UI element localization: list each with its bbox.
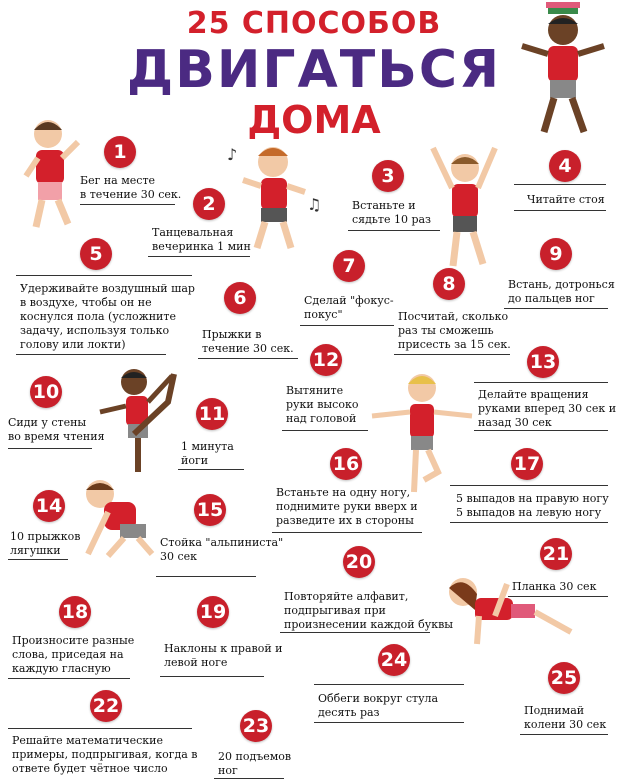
step-text-3: Встаньте и сядьте 10 раз: [352, 199, 432, 226]
kid-arms-out-illustration: [368, 368, 478, 498]
step-text-16: Встаньте на одну ногу, поднимите руки вверх и разведите их в стороны: [276, 486, 418, 527]
step-badge-22: 22: [90, 690, 122, 722]
step-underline-4b: [514, 210, 606, 211]
step-underline-8: [394, 354, 510, 355]
step-underline-15: [156, 576, 256, 577]
step-underline-19: [160, 676, 264, 677]
step-underline-16: [272, 532, 422, 533]
step-text-18: Произносите разные слова, приседая на каждую гласную: [12, 634, 135, 675]
step-underline-23: [214, 778, 284, 779]
step-text-21: Планка 30 сек: [512, 580, 597, 593]
step-badge-19: 19: [197, 596, 229, 628]
title-line-1: 25 СПОСОБОВ: [186, 6, 442, 41]
step-underline-18: [8, 678, 130, 679]
step-badge-20: 20: [343, 546, 375, 578]
step-badge-1: 1: [104, 136, 136, 168]
step-underline-1: [80, 204, 175, 205]
step-text-6: Прыжки в течение 30 сек.: [202, 328, 294, 355]
step-text-15: Стойка "альпиниста" 30 сек: [160, 536, 284, 563]
step-underline-17a: [450, 485, 608, 486]
step-text-13: Делайте вращения руками вперед 30 сек и назад 30 сек: [478, 388, 617, 429]
step-underline-3: [348, 230, 440, 231]
step-underline-24a: [314, 684, 464, 685]
kid-frog-jump-illustration: [68, 476, 160, 561]
step-badge-25: 25: [548, 662, 580, 694]
step-underline-22: [8, 728, 192, 729]
step-badge-7: 7: [333, 250, 365, 282]
step-underline-21: [508, 596, 608, 597]
kid-balancing-books-illustration: [508, 0, 618, 140]
step-underline-20: [280, 632, 430, 633]
step-underline-6: [198, 358, 298, 359]
step-text-14: 10 прыжков лягушки: [10, 530, 81, 557]
step-text-20: Повторяйте алфавит, подпрыгивая при произнесении каждой буквы: [284, 590, 454, 631]
step-text-8: Посчитай, сколько раз ты сможешь присесть за 15 сек.: [398, 310, 511, 351]
step-underline-4: [514, 184, 606, 185]
step-underline-9: [504, 308, 608, 309]
step-underline-5b: [16, 354, 166, 355]
step-badge-8: 8: [433, 268, 465, 300]
title-line-3: ДОМА: [247, 98, 381, 142]
step-text-4: Читайте стоя: [527, 193, 605, 206]
step-badge-4: 4: [549, 150, 581, 182]
step-text-19: Наклоны к правой и левой ноге: [164, 642, 283, 669]
step-underline-14: [8, 559, 68, 560]
kid-running-illustration: [18, 112, 88, 237]
step-underline-11: [178, 469, 244, 470]
step-underline-13b: [474, 430, 608, 431]
step-badge-13: 13: [527, 346, 559, 378]
step-underline-10: [8, 448, 92, 449]
step-badge-5: 5: [80, 238, 112, 270]
kid-yoga-illustration: [98, 362, 193, 477]
step-badge-21: 21: [540, 538, 572, 570]
step-text-7: Сделай "фокус- покус": [304, 294, 394, 321]
step-text-11: 1 минута йоги: [181, 440, 234, 467]
step-text-2: Танцевальная вечеринка 1 мин: [152, 226, 251, 253]
step-badge-6: 6: [224, 282, 256, 314]
step-badge-3: 3: [372, 160, 404, 192]
step-underline-25: [520, 734, 608, 735]
kid-jumping-illustration: [425, 138, 505, 278]
svg-text:♪: ♪: [227, 145, 238, 164]
step-underline-24b: [314, 722, 464, 723]
step-text-23: 20 подъемов ног: [218, 750, 292, 777]
svg-text:♫: ♫: [307, 195, 322, 214]
step-text-17: 5 выпадов на правую ногу 5 выпадов на левую ногу: [456, 492, 609, 519]
title-line-2: ДВИГАТЬСЯ: [126, 40, 502, 100]
step-underline-17b: [450, 522, 608, 523]
step-badge-11: 11: [196, 398, 228, 430]
step-badge-24: 24: [378, 644, 410, 676]
step-underline-7: [300, 325, 394, 326]
step-badge-23: 23: [240, 710, 272, 742]
step-badge-10: 10: [30, 376, 62, 408]
step-badge-18: 18: [59, 596, 91, 628]
step-underline-13a: [474, 382, 608, 383]
step-badge-2: 2: [193, 188, 225, 220]
step-badge-9: 9: [540, 238, 572, 270]
step-text-1: Бег на месте в течение 30 сек.: [80, 174, 182, 201]
step-text-25: Поднимай колени 30 сек: [524, 704, 607, 731]
step-underline-5a: [16, 275, 192, 276]
step-text-9: Встань, дотронься до пальцев ног: [508, 278, 615, 305]
step-underline-2: [148, 256, 250, 257]
step-badge-17: 17: [511, 448, 543, 480]
step-badge-14: 14: [33, 490, 65, 522]
step-text-5: Удерживайте воздушный шар в воздухе, чтобы он не коснулся пола (усложните задачу, используя только голову или локти): [20, 282, 195, 351]
step-badge-16: 16: [330, 448, 362, 480]
step-text-10: Сиди у стены во время чтения: [8, 416, 105, 443]
step-text-12: Вытяните руки высоко над головой: [286, 384, 359, 425]
step-text-24: Оббеги вокруг стула десять раз: [318, 692, 439, 719]
step-badge-15: 15: [194, 494, 226, 526]
step-text-22: Решайте математические примеры, подпрыгивая, когда в ответе будет чётное число: [12, 734, 198, 775]
step-underline-12: [282, 430, 368, 431]
step-badge-12: 12: [310, 344, 342, 376]
